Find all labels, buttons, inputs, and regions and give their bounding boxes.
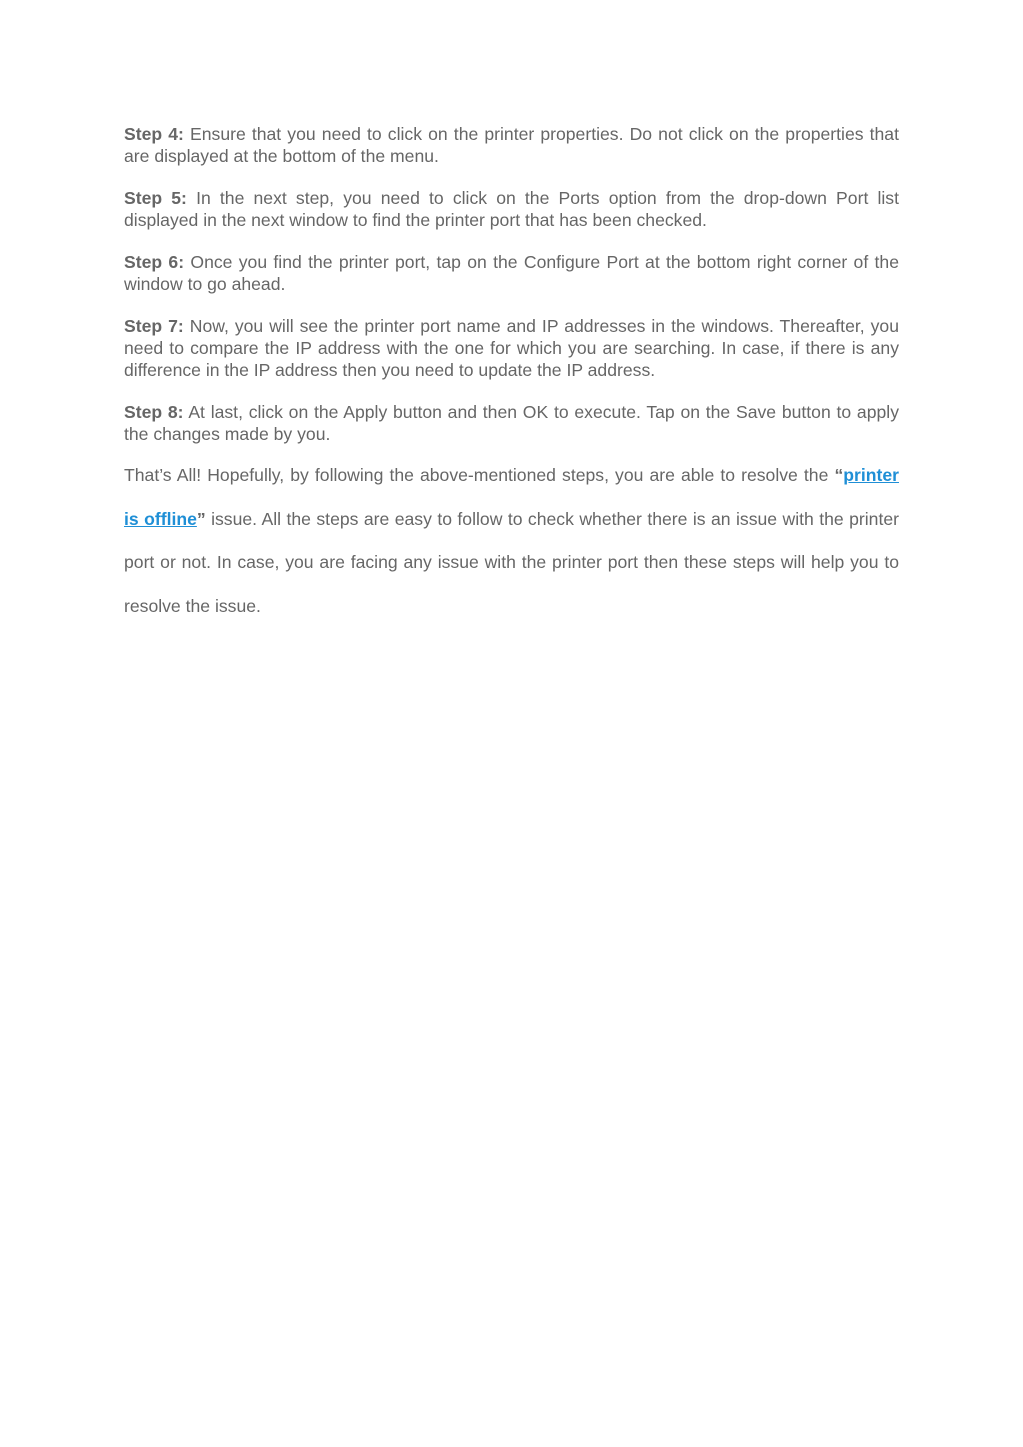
step-4-text: Ensure that you need to click on the printer properties. Do not click on the properties that are displayed at the bottom of the menu. [124,124,899,166]
step-6-text: Once you find the printer port, tap on the Configure Port at the bottom right corner of the window to go ahead. [124,252,899,294]
step-8-text: At last, click on the Apply button and then OK to execute. Tap on the Save button to apply the changes made by you. [124,402,899,444]
step-4-paragraph [124,123,899,167]
document-page [124,123,899,639]
step-5-paragraph [124,187,899,231]
step-6-paragraph [124,251,899,295]
closing-outro: issue. All the steps are easy to follow to check whether there is an issue with the printer port or not. In case, you are facing any issue with the printer port then these steps will help you to resolve the issue. [124,508,899,616]
close-quote: ” [196,508,206,529]
step-5-label: Step 5: [124,188,187,208]
open-quote: “ [834,465,844,485]
step-8-paragraph [124,401,899,445]
step-7-paragraph [124,315,899,381]
step-4-label: Step 4: [124,124,184,144]
printer-is-offline-link[interactable]: printer is offline [124,465,899,529]
step-8-label: Step 8: [124,402,184,422]
step-6-label: Step 6: [124,252,185,272]
step-7-label: Step 7: [124,316,184,336]
step-7-text: Now, you will see the printer port name and IP addresses in the windows. Thereafter, you need to compare the IP address with the one for which you are searching. In case, if there is any difference in the IP address then you need to update the IP address. [124,316,899,380]
step-5-text: In the next step, you need to click on the Ports option from the drop-down Port list displayed in the next window to find the printer port that has been checked. [124,188,899,230]
closing-intro: That’s All! Hopefully, by following the above-mentioned steps, you are able to resolve the [124,465,835,485]
closing-paragraph [124,454,899,628]
